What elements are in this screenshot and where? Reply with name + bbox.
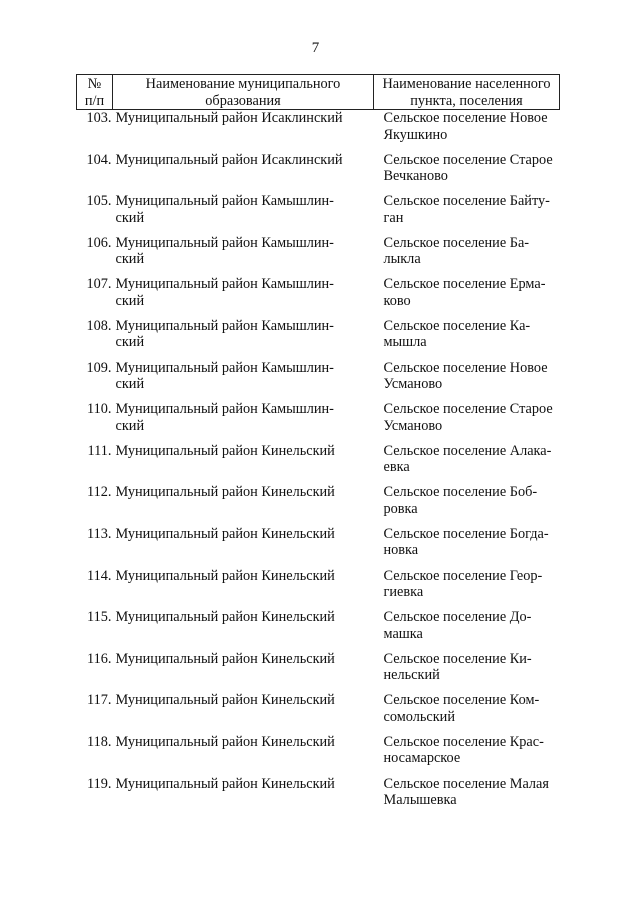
municipality-cell [113, 609, 374, 651]
municipality-text: Муниципальный район Камышлин- [115, 359, 334, 376]
table-row [77, 568, 560, 610]
row-number: 110. [87, 401, 112, 418]
municipality-text: Муниципальный район Кинельский [115, 692, 335, 709]
settlement-cell [374, 692, 560, 734]
settlement-text: Сельское поселение Малая [383, 775, 549, 792]
settlement-text: сомольский [383, 708, 455, 725]
settlement-text: Сельское поселение Ка- [383, 317, 531, 334]
settlement-text: носамарское [383, 750, 461, 767]
settlement-text: машка [383, 625, 423, 642]
table-row [77, 651, 560, 693]
table-row [77, 193, 560, 235]
municipality-text: Муниципальный район Кинельский [115, 609, 335, 626]
municipality-cell [113, 401, 374, 443]
municipality-cell [113, 152, 374, 194]
municipality-table [76, 74, 560, 817]
settlement-text: мышла [383, 334, 427, 351]
settlement-cell [374, 276, 560, 318]
table-row [77, 692, 560, 734]
municipality-cell [113, 692, 374, 734]
settlement-cell [374, 401, 560, 443]
settlement-text: Сельское поселение До- [383, 609, 532, 626]
municipality-text: ский [115, 292, 145, 309]
settlement-text: Вечканово [383, 168, 448, 185]
row-number: 114. [87, 567, 112, 584]
municipality-text: Муниципальный район Камышлин- [115, 276, 334, 293]
table-row [77, 734, 560, 776]
settlement-cell [374, 484, 560, 526]
table-row [77, 401, 560, 443]
municipality-text: ский [115, 417, 145, 434]
settlement-cell [374, 776, 560, 818]
settlement-cell [374, 526, 560, 568]
settlement-cell [374, 235, 560, 277]
municipality-cell [113, 193, 374, 235]
municipality-cell [113, 651, 374, 693]
settlement-text: Усманово [383, 417, 443, 434]
settlement-text: Сельское поселение Байту- [383, 193, 550, 210]
settlement-cell [374, 609, 560, 651]
municipality-text: Муниципальный район Исаклинский [115, 151, 343, 168]
settlement-text: Сельское поселение Крас- [383, 733, 544, 750]
municipality-cell [113, 526, 374, 568]
table-row [77, 609, 560, 651]
table-header-row [77, 75, 560, 110]
settlement-text: новка [383, 542, 419, 559]
settlement-text: Якушкино [383, 126, 448, 143]
municipality-text: Муниципальный район Исаклинский [115, 110, 343, 126]
municipality-text: ский [115, 209, 145, 226]
settlement-cell [374, 360, 560, 402]
table-row [77, 776, 560, 818]
municipality-cell [113, 443, 374, 485]
header-settlement-line: пункта, поселения [410, 92, 523, 109]
municipality-cell [113, 235, 374, 277]
municipality-text: Муниципальный район Камышлин- [115, 234, 334, 251]
table-row [77, 152, 560, 194]
page-number: 7 [311, 40, 320, 56]
settlement-cell [374, 734, 560, 776]
settlement-text: Сельское поселение Геор- [383, 567, 543, 584]
header-num [77, 75, 113, 110]
settlement-text: Сельское поселение Старое [383, 401, 553, 418]
row-number: 104. [86, 151, 112, 168]
table-row [77, 526, 560, 568]
settlement-cell [374, 152, 560, 194]
row-number: 111. [87, 442, 112, 459]
settlement-cell [374, 193, 560, 235]
settlement-text: ровка [383, 500, 418, 517]
table-row [77, 276, 560, 318]
municipality-text: Муниципальный район Камышлин- [115, 193, 334, 210]
settlement-text: нельский [383, 667, 440, 684]
settlement-text: Сельское поселение Ком- [383, 692, 540, 709]
row-number: 116. [87, 650, 112, 667]
municipality-text: Муниципальный район Кинельский [115, 525, 335, 542]
municipality-text: Муниципальный район Камышлин- [115, 317, 334, 334]
settlement-cell [374, 443, 560, 485]
table-row [77, 235, 560, 277]
settlement-text: гиевка [383, 584, 424, 601]
row-number: 117. [87, 692, 112, 709]
row-number: 108. [86, 317, 112, 334]
municipality-cell [113, 484, 374, 526]
header-municipality [113, 75, 374, 110]
row-number: 107. [86, 276, 112, 293]
settlement-text: Сельское поселение Боб- [383, 484, 538, 501]
municipality-text: ский [115, 376, 145, 393]
municipality-text: Муниципальный район Камышлин- [115, 401, 334, 418]
settlement-cell [374, 318, 560, 360]
settlement-text: лыкла [383, 251, 421, 268]
table-row [77, 110, 560, 152]
row-number: 113. [87, 525, 112, 542]
municipality-text: Муниципальный район Кинельский [115, 733, 335, 750]
table-row [77, 318, 560, 360]
row-number: 105. [86, 193, 112, 210]
table-row [77, 484, 560, 526]
settlement-text: ган [383, 209, 404, 226]
row-number: 119. [87, 775, 112, 792]
municipality-cell [113, 568, 374, 610]
header-municipality-line: образования [205, 92, 281, 109]
settlement-text: Сельское поселение Алака- [383, 442, 552, 459]
row-number: 115. [87, 609, 112, 626]
municipality-cell [113, 734, 374, 776]
municipality-text: ский [115, 251, 145, 268]
municipality-cell [113, 318, 374, 360]
row-number: 118. [87, 733, 112, 750]
settlement-cell [374, 568, 560, 610]
settlement-text: Сельское поселение Богда- [383, 525, 549, 542]
settlement-cell [374, 651, 560, 693]
municipality-text: Муниципальный район Кинельский [115, 567, 335, 584]
row-number: 103. [86, 110, 112, 126]
municipality-text: Муниципальный район Кинельский [115, 442, 335, 459]
settlement-text: Сельское поселение Ба- [383, 234, 530, 251]
header-settlement-line: Наименование населенного [382, 76, 551, 92]
settlement-text: Сельское поселение Ки- [383, 650, 532, 667]
settlement-text: Малышевка [383, 792, 457, 808]
municipality-cell [113, 276, 374, 318]
header-num-line: № [87, 76, 102, 92]
header-municipality-line: Наименование муниципального [145, 76, 341, 92]
municipality-cell [113, 360, 374, 402]
municipality-cell [113, 110, 374, 152]
settlement-text: Усманово [383, 376, 443, 393]
row-number: 106. [86, 234, 112, 251]
settlement-text: ково [383, 292, 411, 309]
header-num-line: п/п [84, 92, 105, 109]
settlement-text: Сельское поселение Ерма- [383, 276, 546, 293]
table-row [77, 443, 560, 485]
settlement-text: Сельское поселение Новое [383, 110, 548, 126]
municipality-cell [113, 776, 374, 818]
settlement-text: Сельское поселение Новое [383, 359, 548, 376]
table-row [77, 360, 560, 402]
settlement-text: Сельское поселение Старое [383, 151, 553, 168]
settlement-cell [374, 110, 560, 152]
municipality-text: ский [115, 334, 145, 351]
table-body [77, 110, 560, 818]
municipality-text: Муниципальный район Кинельский [115, 650, 335, 667]
municipality-text: Муниципальный район Кинельский [115, 484, 335, 501]
municipality-text: Муниципальный район Кинельский [115, 775, 335, 792]
header-settlement [374, 75, 560, 110]
row-number: 109. [86, 359, 112, 376]
row-number: 112. [87, 484, 112, 501]
settlement-text: евка [383, 459, 410, 476]
